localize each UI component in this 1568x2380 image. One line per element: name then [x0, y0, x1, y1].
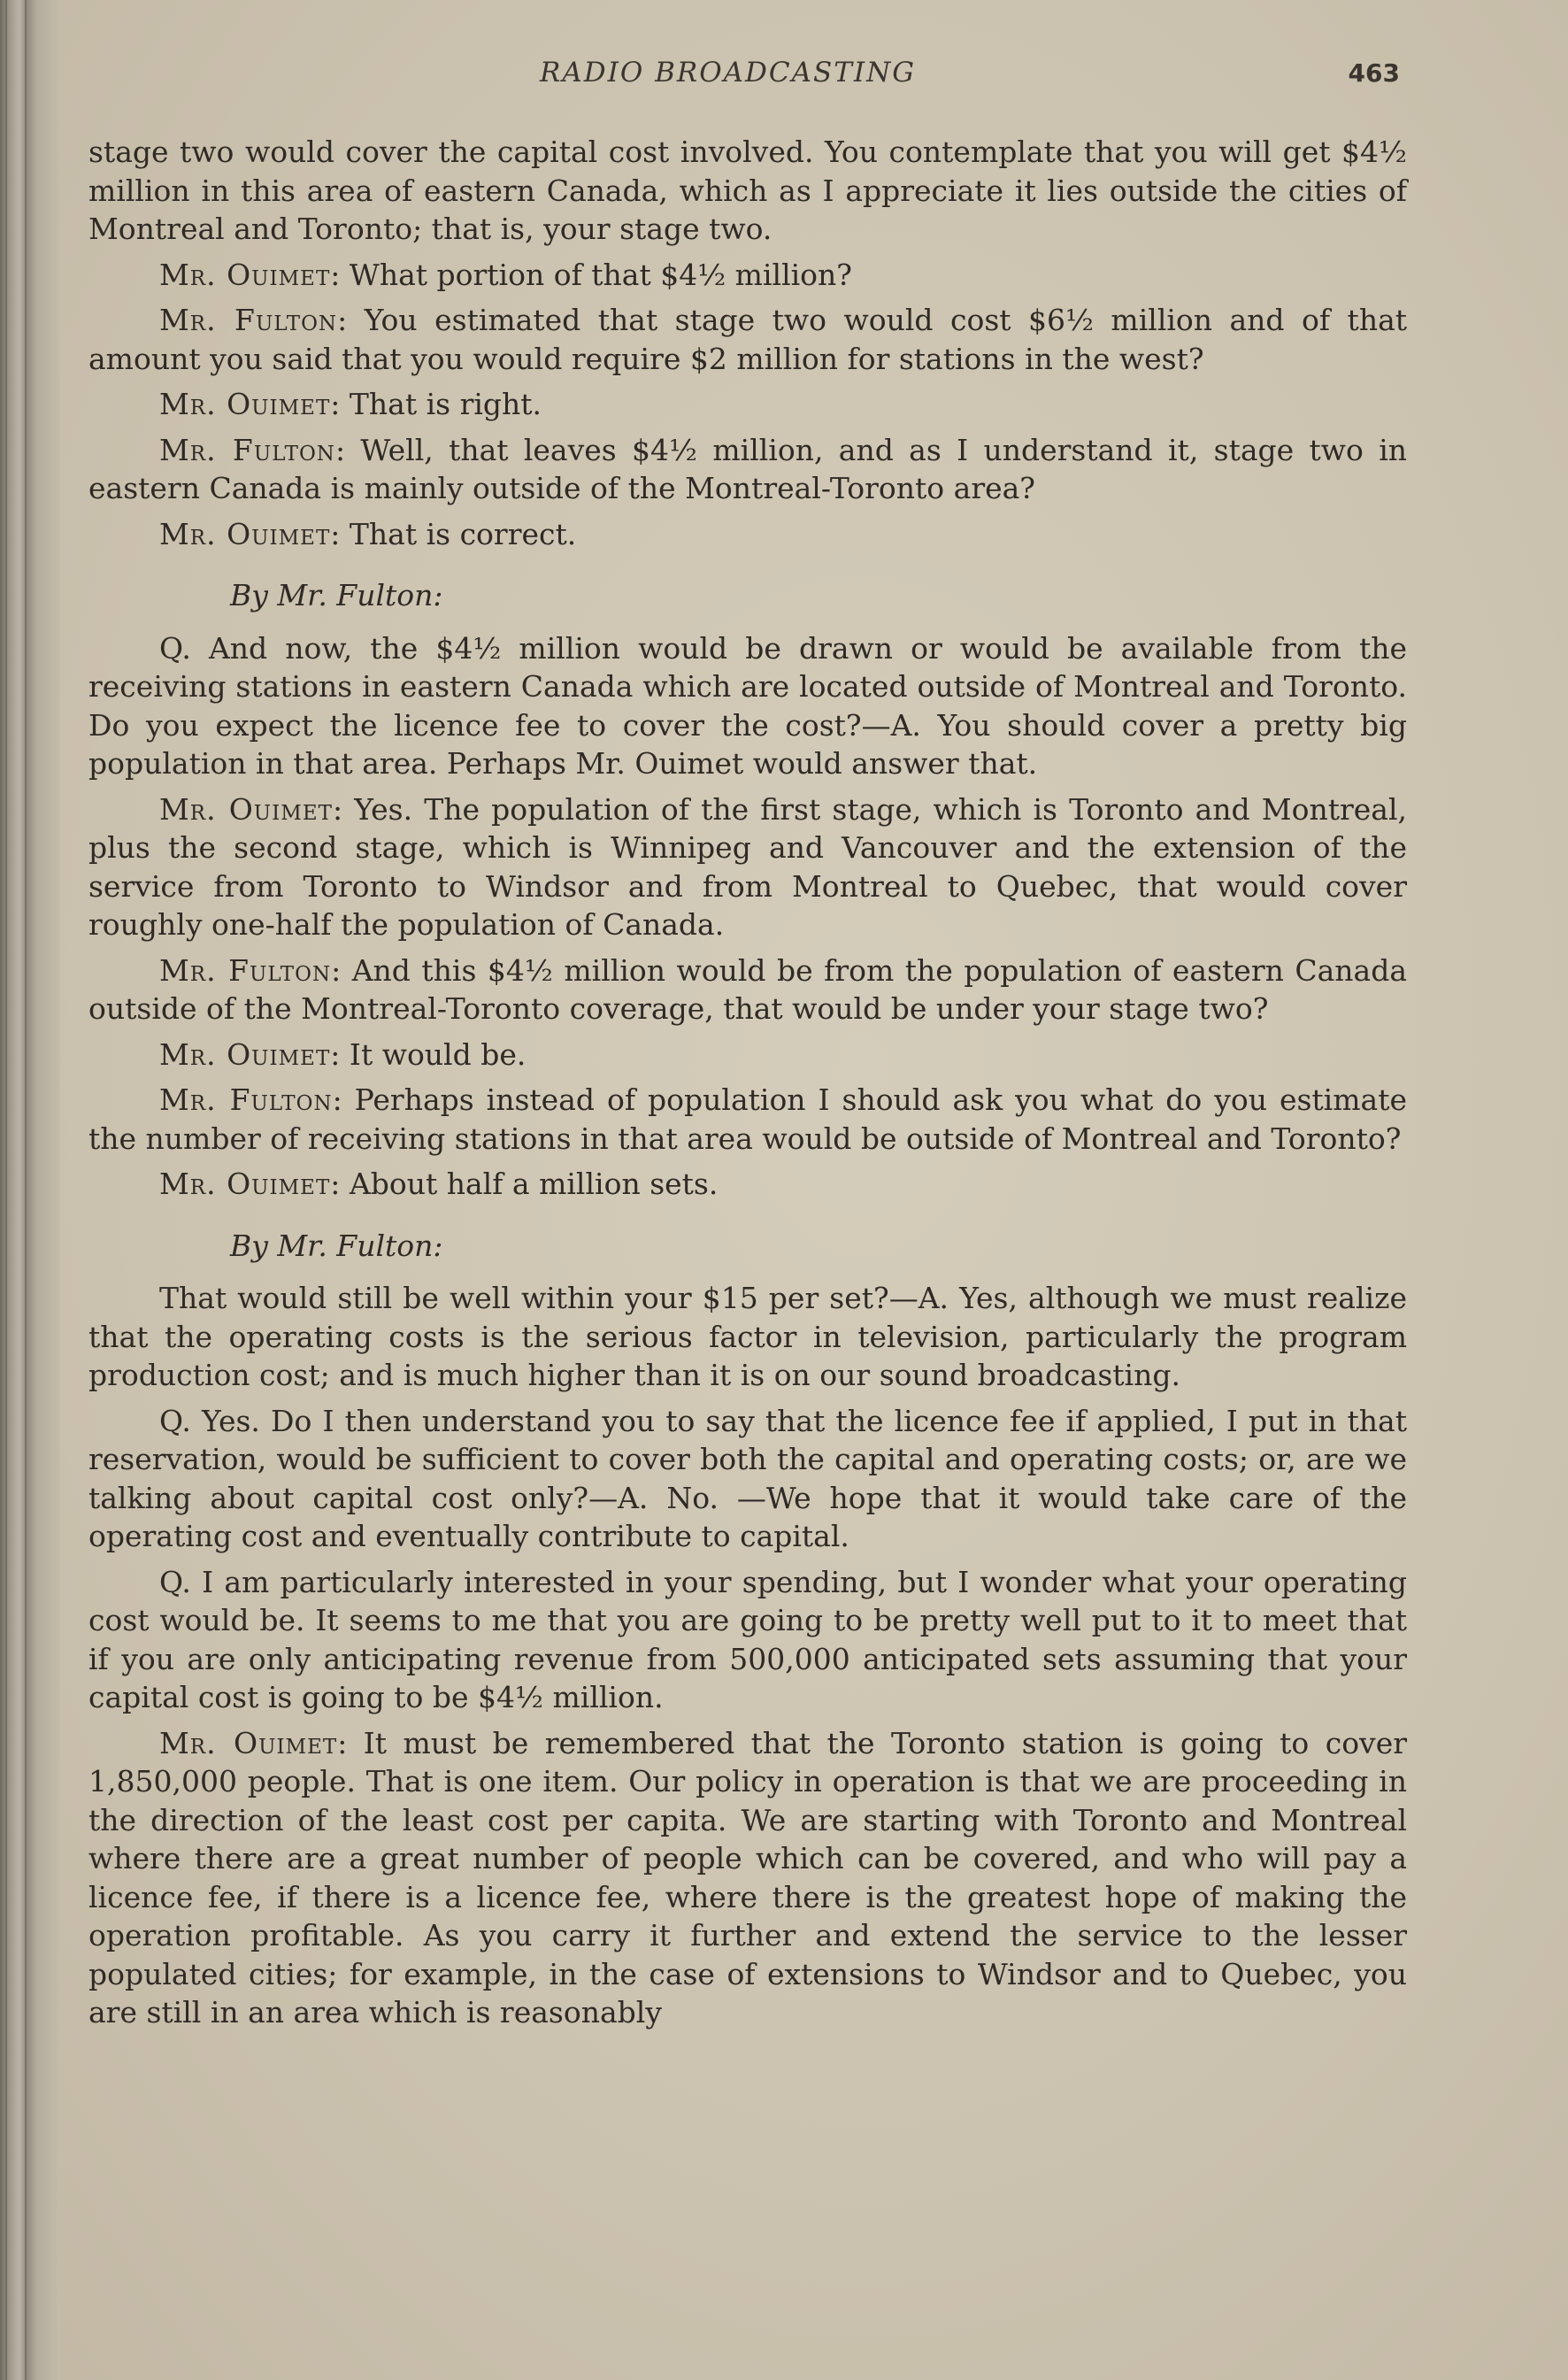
paragraph: Mr. Ouimet: That is right. — [159, 387, 542, 421]
paragraph — [88, 629, 1407, 783]
speaker-name: Mr. Ouimet — [159, 1036, 331, 1072]
examiner-byline: By Mr. Fulton: — [230, 1228, 443, 1263]
paragraph-text: Perhaps instead of population I should ask you what do you estimate the number of receiving stations in that area would be outside of Montreal and Toronto? — [88, 1082, 1407, 1156]
running-title: RADIO BROADCASTING — [540, 57, 917, 89]
paragraph: Mr. Fulton: Well, that leaves $4½ million, and as I understand it, stage two in eastern Canada is mainly outside of the Montreal-Toronto area? — [88, 432, 1407, 505]
paragraph-text: It must be remembered that the Toronto station is going to cover 1,850,000 people. That is one item. Our policy in operation is that we are proceeding in the direction of the least cost per capita. We are starting with Toronto and Montreal where there are a great number of people which can be covered, and who will pay a licence fee, if there is a licence fee, where there is the greatest hope of making the operation profitable. As you carry it further and extend the service to the lesser populated cities; for example, in the case of extensions to Windsor and to Quebec, you are still in an area which is reasonably — [88, 1725, 1408, 2030]
speaker-name: Mr. Ouimet — [159, 387, 331, 421]
paragraph — [88, 1402, 1407, 1556]
paragraph — [88, 1279, 1407, 1395]
paragraph — [88, 133, 1407, 249]
paragraph: Mr. Ouimet: What portion of that $4½ million? — [159, 257, 852, 292]
paragraph-text: That is correct. — [349, 516, 577, 551]
page-header — [540, 57, 1407, 101]
body-text — [88, 133, 1407, 2039]
paragraph-text: Q. And now, the $4½ million would be drawn or would be available from the receiving stations in eastern Canada which are located outside of Montreal and Toronto. Do you expect the licence fee to cover the cost?—A. You should cover a pretty big population in that area. Perhaps Mr. Ouimet would answer that. — [88, 630, 1407, 781]
examiner-byline: By Mr. Fulton: — [230, 578, 443, 612]
speaker-name: Mr. Fulton — [159, 952, 332, 988]
paragraph: Mr. Ouimet: Yes. The population of the first stage, which is Toronto and Montreal, plus the second stage, which is Winnipeg and Vancouver and the extension of the service from Toronto to Windsor and from Montreal to Quebec, that would cover roughly one-half the population of Canada. — [88, 791, 1407, 942]
paragraph-text: About half a million sets. — [349, 1167, 719, 1201]
paragraph-text: Well, that leaves $4½ million, and as I understand it, stage two in eastern Canada is mainly outside of the Montreal-Toronto area? — [88, 432, 1407, 505]
speaker-name: Mr. Fulton — [159, 432, 335, 467]
paragraph — [88, 1563, 1407, 1717]
paragraph-text: stage two would cover the capital cost involved. You contemplate that you will get $4½ million in this area of eastern Canada, which as I appreciate it lies outside the cities of Montreal and Toronto; that is, your stage two. — [88, 135, 1407, 246]
paragraph: Mr. Fulton: Perhaps instead of population I should ask you what do you estimate the number of receiving stations in that area would be outside of Montreal and Toronto? — [88, 1082, 1407, 1156]
paragraph-text: And this $4½ million would be from the population of eastern Canada outside of the Montreal-Toronto coverage, that would be under your stage two? — [88, 952, 1408, 1026]
paragraph-text: It would be. — [349, 1036, 527, 1072]
paragraph: Mr. Ouimet: About half a million sets. — [159, 1167, 719, 1201]
spine-edge-line — [25, 0, 27, 2380]
speaker-name: Mr. Fulton — [159, 1082, 333, 1117]
book-spine-shadow — [0, 0, 60, 2380]
speaker-name: Mr. Ouimet — [159, 516, 331, 551]
paragraph: Mr. Fulton: And this $4½ million would be from the population of eastern Canada outside of the Montreal-Toronto coverage, that would be under your stage two? — [88, 952, 1408, 1026]
paragraph: Mr. Ouimet: It would be. — [159, 1036, 527, 1072]
paragraph-text: That would still be well within your $15 per set?—A. Yes, although we must realize that the operating costs is the serious factor in television, particularly the program production cost; and is much higher than it is on our sound broadcasting. — [88, 1281, 1407, 1392]
paragraph-text: Q. I am particularly interested in your spending, but I wonder what your operating cost would be. It seems to me that you are going to be pretty well put to it to meet that if you are only anticipating revenue from 500,000 anticipated sets assuming that your capital cost is going to be $4½ million. — [88, 1564, 1407, 1714]
speaker-name: Mr. Fulton — [159, 303, 338, 337]
paragraph: Mr. Fulton: You estimated that stage two would cost $6½ million and of that amount you said that you would require $2 million for stations in the west? — [88, 303, 1408, 376]
paragraph-text: Yes. The population of the first stage, which is Toronto and Montreal, plus the second stage, which is Winnipeg and Vancouver and the extension of the service from Toronto to Windsor and from Montreal to Quebec, that would cover roughly one-half the population of Canada. — [88, 791, 1407, 942]
speaker-name: Mr. Ouimet — [159, 1167, 331, 1201]
speaker-name: Mr. Ouimet — [159, 1725, 338, 1760]
page-number: 463 — [1348, 58, 1400, 88]
spine-edge-line — [5, 0, 7, 2380]
speaker-name: Mr. Ouimet — [159, 257, 331, 292]
paragraph-text: You estimated that stage two would cost $6½ million and of that amount you said that you would require $2 million for stations in the west? — [88, 303, 1408, 376]
speaker-name: Mr. Ouimet — [159, 791, 333, 827]
paragraph-text: What portion of that $4½ million? — [349, 257, 852, 292]
paragraph: Mr. Ouimet: That is correct. — [159, 516, 577, 551]
paragraph: Mr. Ouimet: It must be remembered that the Toronto station is going to cover 1,850,000 people. That is one item. Our policy in operation is that we are proceeding in the direction of the least cost per capita. We are starting with Toronto and Montreal where there are a great number of people which can be covered, and who will pay a licence fee, if there is a licence fee, where there is the greatest hope of making the operation profitable. As you carry it further and extend the service to the lesser populated cities; for example, in the case of extensions to Windsor and to Quebec, you are still in an area which is reasonably — [88, 1725, 1408, 2030]
paragraph-text: Q. Yes. Do I then understand you to say that the licence fee if applied, I put in that reservation, would be sufficient to cover both the capital and operating costs; or, are we talking about capital cost only?—A. No. —We hope that it would take care of the operating cost and eventually contribute to capital. — [88, 1403, 1407, 1553]
paragraph-text: That is right. — [349, 387, 542, 421]
